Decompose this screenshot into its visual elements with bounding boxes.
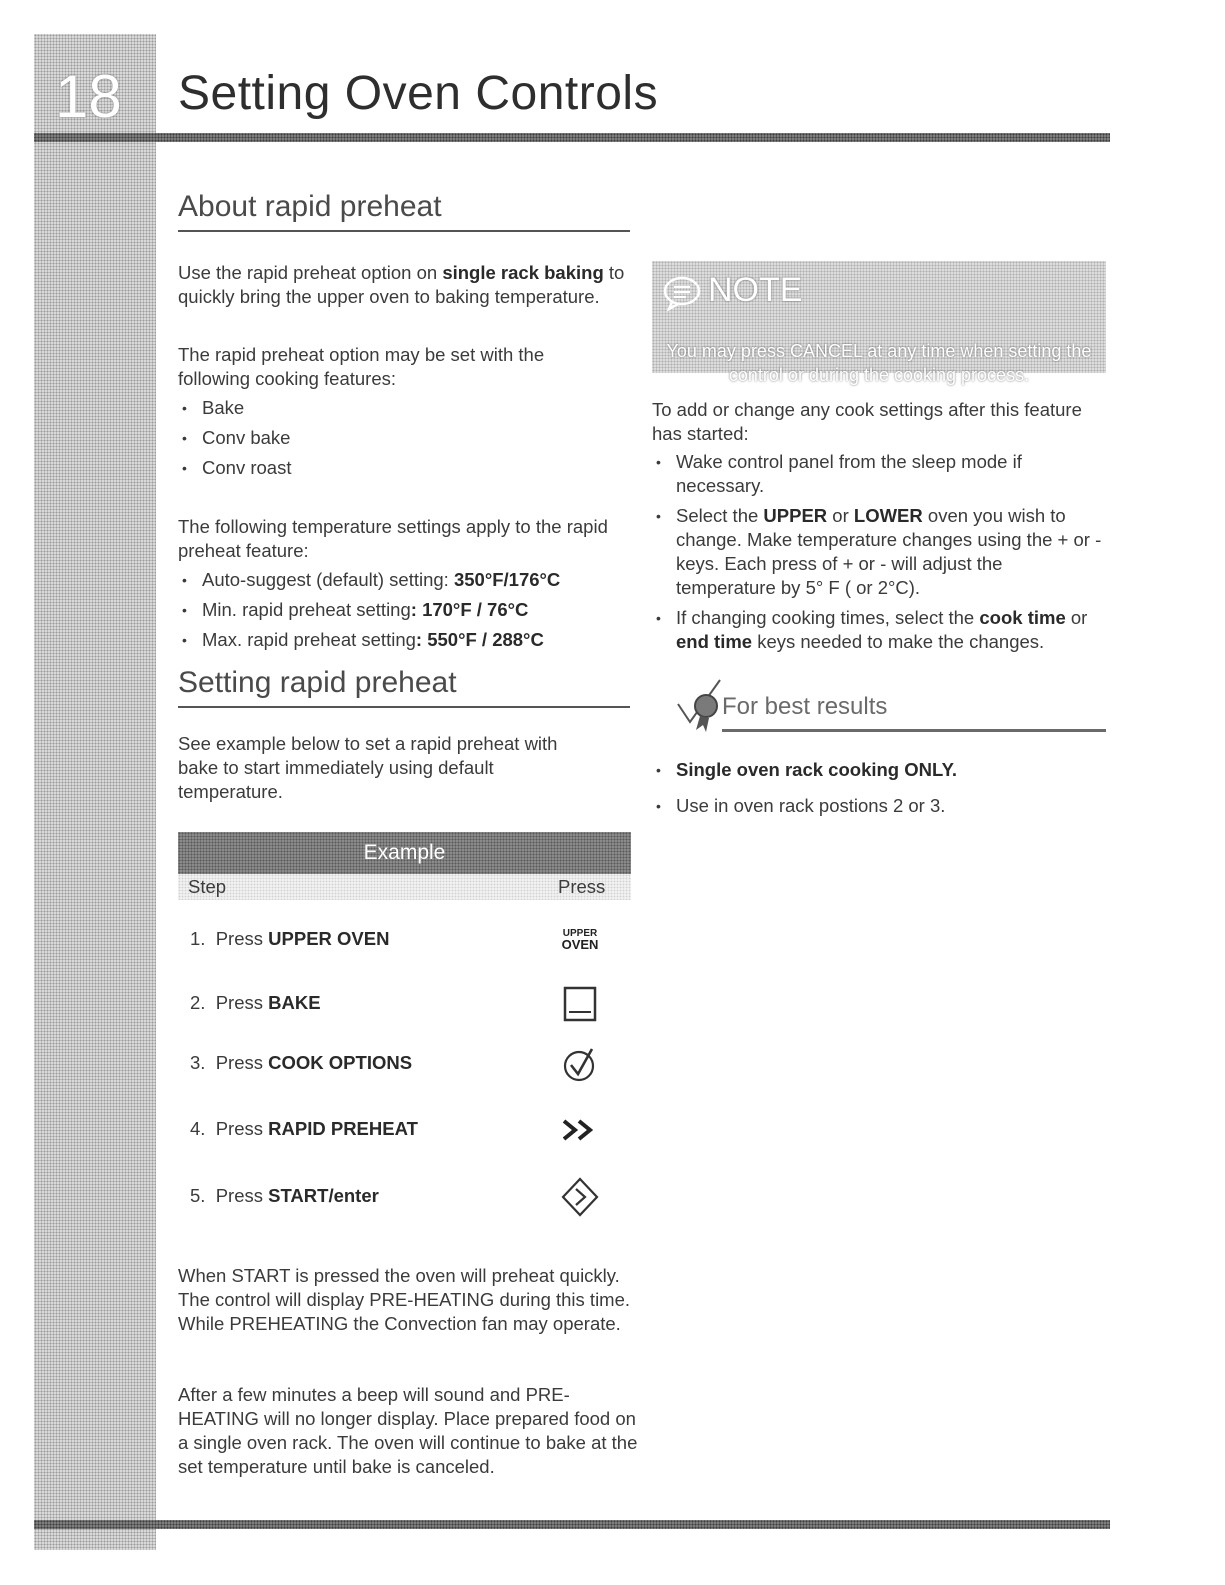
bake-key-icon	[555, 984, 605, 1024]
list-item: • If changing cooking times, select the cook time or end time keys needed to make the changes.	[652, 606, 1102, 654]
step-label: 2. Press BAKE	[190, 992, 321, 1013]
step-label: 5. Press START/enter	[190, 1185, 379, 1206]
temperature-list	[178, 568, 628, 658]
changes-intro: To add or change any cook settings after this feature has started:	[652, 399, 1082, 444]
step-row	[190, 1044, 620, 1084]
note-box	[652, 261, 1106, 385]
column-header-step: Step	[188, 876, 227, 897]
rapid-preheat-key-icon	[555, 1110, 605, 1150]
column-header-press: Press	[558, 876, 606, 897]
list-item: • Auto-suggest (default) setting: 350°F/176°C	[178, 568, 628, 592]
about-heading: About rapid preheat	[178, 190, 630, 232]
footer-rule	[34, 1520, 1110, 1529]
changes-list	[652, 450, 1102, 660]
note-icon	[662, 275, 702, 316]
list-item: • Max. rapid preheat setting: 550°F / 288°C	[178, 628, 628, 652]
step-label: 4. Press RAPID PREHEAT	[190, 1118, 418, 1139]
page-title: Setting Oven Controls	[178, 67, 659, 120]
list-item: • Min. rapid preheat setting: 170°F / 76°C	[178, 598, 628, 622]
note-text: You may press CANCEL at any time when setting the control or during the cooking process.	[666, 341, 1092, 385]
start-key-icon	[555, 1177, 605, 1217]
award-ribbon-icon	[676, 676, 726, 741]
page-number: 18	[55, 63, 122, 130]
list-item: • Conv bake	[178, 426, 598, 450]
list-item: • Use in oven rack postions 2 or 3.	[652, 794, 1102, 818]
step-row	[190, 920, 620, 960]
about-paragraph-1: Use the rapid preheat option on single rack baking to quickly bring the upper oven to baking temperature.	[178, 262, 625, 307]
best-results-list	[652, 758, 1102, 824]
step-label: 3. Press COOK OPTIONS	[190, 1052, 413, 1073]
note-title: NOTE	[708, 271, 803, 309]
example-banner: Example	[178, 832, 631, 874]
step-row	[190, 984, 620, 1024]
feature-list	[178, 396, 598, 486]
after-preheat-paragraph: After a few minutes a beep will sound and PRE-HEATING will no longer display. Place prepared food on a single oven rack. The oven will continue to bake at the set temperature until bake is canceled.	[178, 1384, 638, 1477]
step-row	[190, 1110, 620, 1150]
list-item: • Wake control panel from the sleep mode if necessary.	[652, 450, 1102, 498]
step-table-header	[178, 874, 631, 900]
setting-heading: Setting rapid preheat	[178, 666, 630, 708]
after-start-paragraph: When START is pressed the oven will preheat quickly. The control will display PRE-HEATING during this time. While PREHEATING the Convection fan may operate.	[178, 1265, 631, 1334]
list-item: • Conv roast	[178, 456, 598, 480]
best-results-heading: For best results	[722, 693, 1106, 732]
about-paragraph-3: The following temperature settings apply to the rapid preheat feature:	[178, 516, 608, 561]
list-item: • Bake	[178, 396, 598, 420]
step-label: 1. Press UPPER OVEN	[190, 928, 390, 949]
list-item: • Single oven rack cooking ONLY.	[652, 758, 1102, 782]
step-row	[190, 1177, 620, 1217]
list-item: • Select the UPPER or LOWER oven you wish to change. Make temperature changes using the + or - keys. Each press of + or - will adjust the temperature by 5° F ( or 2°C).	[652, 504, 1102, 600]
upper-oven-key-icon: UPPER OVEN	[561, 928, 599, 952]
cook-options-key-icon	[555, 1044, 605, 1084]
setting-intro: See example below to set a rapid preheat with bake to start immediately using default temperature.	[178, 733, 558, 802]
header-rule	[34, 133, 1110, 142]
sidebar-pattern	[34, 34, 156, 1550]
about-paragraph-2: The rapid preheat option may be set with the following cooking features:	[178, 344, 545, 389]
